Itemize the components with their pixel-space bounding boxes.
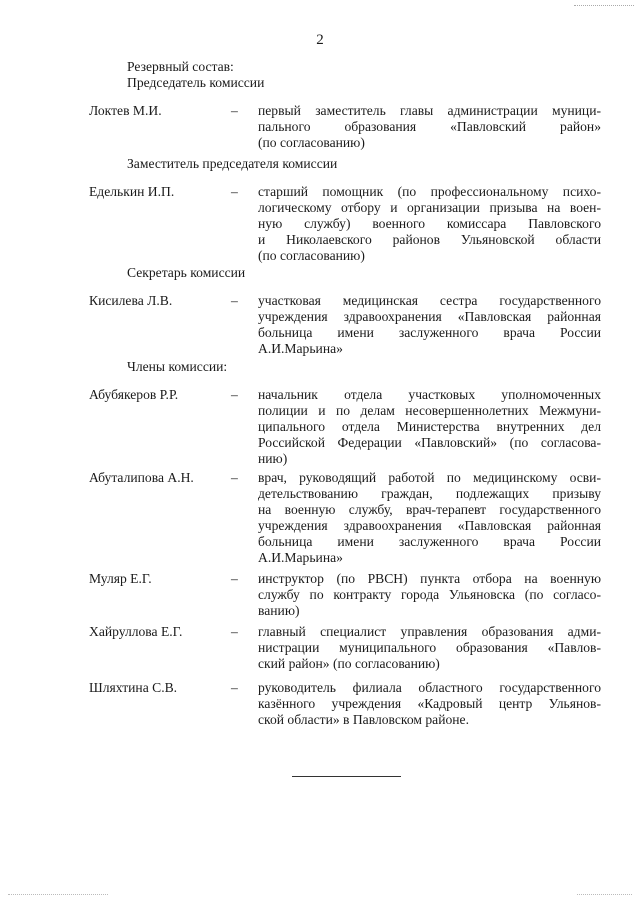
description-line: больница имени заслуженного врача России [258, 534, 601, 549]
dash-separator: – [231, 624, 238, 639]
member-name: Муляр Е.Г. [89, 571, 152, 586]
description-line: нию) [258, 451, 288, 466]
section-chairman: Председатель комиссии [127, 75, 265, 90]
description-line: учреждения здравоохранения «Павловская районная [258, 518, 601, 533]
page-number: 2 [316, 32, 324, 48]
description-line: логическому отбору и организации призыва на воен- [258, 200, 601, 215]
dash-separator: – [231, 680, 238, 695]
description-line: ский район» (по согласованию) [258, 656, 440, 671]
description-line: ную службу) военного комиссара Павловского [258, 216, 601, 231]
description-line: ципального отдела Министерства внутренних дел [258, 419, 601, 434]
description-line: учреждения здравоохранения «Павловская районная [258, 309, 601, 324]
description-line: нистрации муниципального образования «Павлов- [258, 640, 601, 655]
description-line: пального образования «Павловский район» [258, 119, 601, 134]
member-description [258, 293, 601, 357]
description-line: А.И.Марьина» [258, 341, 343, 356]
dash-separator: – [231, 293, 238, 308]
dash-separator: – [231, 184, 238, 199]
member-name: Хайруллова Е.Г. [89, 624, 183, 639]
description-line: полиции и по делам несовершеннолетних Межмуни- [258, 403, 601, 418]
member-description [258, 103, 601, 151]
member-description [258, 624, 601, 672]
scan-artifact [8, 894, 108, 895]
dash-separator: – [231, 387, 238, 402]
description-line: главный специалист управления образования адми- [258, 624, 601, 639]
member-description [258, 680, 601, 728]
description-line: (по согласованию) [258, 248, 365, 263]
description-line: участковая медицинская сестра государственного [258, 293, 601, 308]
description-line: службу по контракту города Ульяновска (по согласо- [258, 587, 601, 602]
member-name: Локтев М.И. [89, 103, 162, 118]
description-line: руководитель филиала областного государственного [258, 680, 601, 695]
closing-rule [292, 776, 401, 777]
description-line: казённого учреждения «Кадровый центр Ульянов- [258, 696, 601, 711]
description-line: на военную службу, врач-терапевт государственного [258, 502, 601, 517]
scan-artifact [574, 5, 634, 6]
dash-separator: – [231, 470, 238, 485]
scan-artifact [577, 894, 632, 895]
description-line: старший помощник (по профессиональному психо- [258, 184, 601, 199]
member-name: Кисилева Л.В. [89, 293, 173, 308]
description-line: первый заместитель главы администрации муници- [258, 103, 601, 118]
description-line: ванию) [258, 603, 300, 618]
description-line: врач, руководящий работой по медицинскому осви- [258, 470, 601, 485]
reserve-heading: Резервный состав: [127, 59, 234, 74]
member-description [258, 571, 601, 619]
dash-separator: – [231, 571, 238, 586]
description-line: А.И.Марьина» [258, 550, 343, 565]
member-description [258, 184, 601, 264]
member-description [258, 387, 601, 467]
member-description [258, 470, 601, 566]
section-members: Члены комиссии: [127, 359, 228, 374]
section-secretary: Секретарь комиссии [127, 265, 246, 280]
description-line: детельствованию граждан, подлежащих призыву [258, 486, 601, 501]
member-name: Еделькин И.П. [89, 184, 175, 199]
member-name: Шляхтина С.В. [89, 680, 178, 695]
description-line: начальник отдела участковых уполномоченных [258, 387, 601, 402]
description-line: Российской Федерации «Павловский» (по согласова- [258, 435, 601, 450]
dash-separator: – [231, 103, 238, 118]
description-line: больница имени заслуженного врача России [258, 325, 601, 340]
description-line: инструктор (по РВСН) пункта отбора на военную [258, 571, 601, 586]
member-name: Абубякеров Р.Р. [89, 387, 179, 402]
description-line: (по согласованию) [258, 135, 365, 150]
member-name: Абуталипова А.Н. [89, 470, 194, 485]
description-line: и Николаевского районов Ульяновской области [258, 232, 601, 247]
description-line: ской области» в Павловском районе. [258, 712, 469, 727]
section-deputy: Заместитель председателя комиссии [127, 156, 338, 171]
